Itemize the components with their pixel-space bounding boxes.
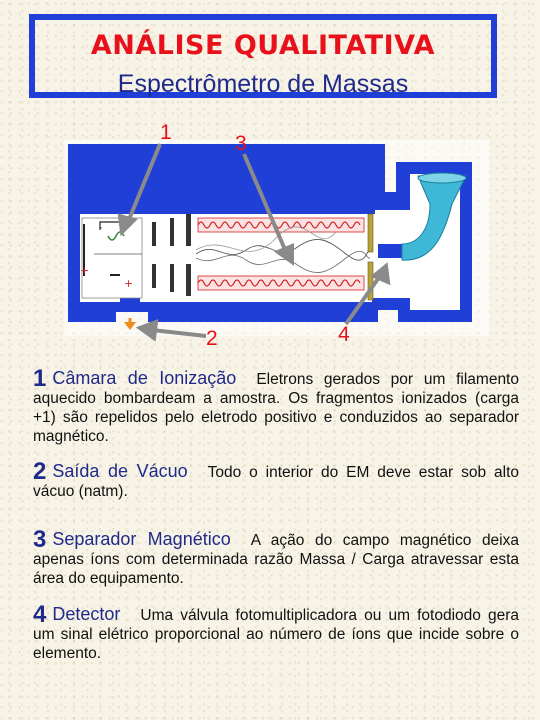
plus-sign-right: + <box>124 277 134 290</box>
section-4-heading: Detector <box>52 604 121 624</box>
magnet-coil-top <box>198 218 364 232</box>
callout-2: 2 <box>206 327 218 350</box>
section-2-text: Todo o interior do EM deve estar sob alto vácuo (natm). <box>33 464 519 500</box>
plate-2-bottom <box>170 264 174 292</box>
section-4-number: 4 <box>33 601 47 628</box>
plate-1-top <box>152 222 156 246</box>
section-1 <box>33 365 519 446</box>
section-2-heading: Saída de Vácuo <box>52 461 188 481</box>
section-2-number: 2 <box>33 458 47 485</box>
callout-1: 1 <box>160 121 172 144</box>
section-4-text: Uma válvula fotomultiplicadora ou um fotodiodo gera um sinal elétrico proporcional ao número de íons que incide sobre o elemento. <box>33 607 519 662</box>
magnet-coil-bottom <box>198 276 364 290</box>
section-1-heading: Câmara de Ionização <box>52 368 237 388</box>
section-1-text: Eletrons gerados por um filamento aquecido bombardeam a amostra. Os fragmentos ionizados (carga +1) são repelidos pelo eletrodo positivo e conduzidos ao separador magnético. <box>33 371 519 445</box>
plate-3-bottom <box>186 264 191 296</box>
callout-4: 4 <box>338 323 350 346</box>
section-3-text: A ação do campo magnético deixa apenas íons com determinada razão Massa / Carga atravessar esta área do equipamento. <box>33 532 519 587</box>
detector-connector <box>378 244 402 258</box>
page-title: ANÁLISE QUALITATIVA <box>90 30 436 61</box>
section-3-heading: Separador Magnético <box>52 529 231 549</box>
exit-slit-top <box>368 214 373 252</box>
plus-sign-left: + <box>80 264 90 277</box>
callout-3: 3 <box>235 132 247 155</box>
minus-sign: - <box>99 223 103 233</box>
detector-mouth <box>418 173 466 183</box>
page-subtitle: Espectrômetro de Massas <box>117 70 409 98</box>
section-1-number: 1 <box>33 365 47 392</box>
section-3 <box>33 526 519 588</box>
section-3-number: 3 <box>33 526 47 553</box>
section-4 <box>33 601 519 663</box>
plate-3-top <box>186 214 191 246</box>
section-2 <box>33 458 519 501</box>
plate-1-bottom <box>152 264 156 288</box>
plate-2-top <box>170 218 174 246</box>
